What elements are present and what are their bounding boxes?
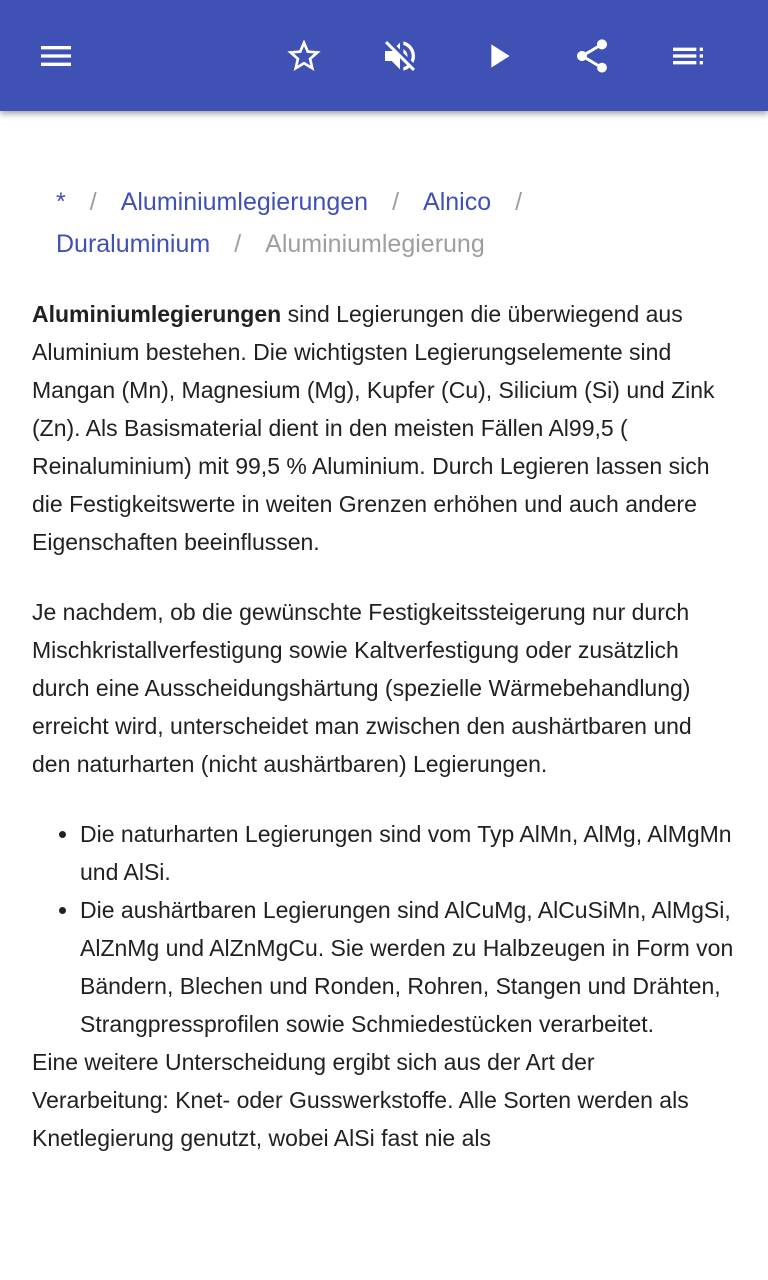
play-icon[interactable]: [474, 32, 522, 80]
list-item: • Die aushärtbaren Legierungen sind AlCuMg, AlCuSiMn, AlMgSi, AlZnMg und AlZnMgCu. Sie werden zu Halbzeugen in Form von Bändern, Blechen und Ronden, Rohren, Stangen und Drähten, Strangpressprofilen sowie Schmiedestücken verarbeitet.: [80, 891, 736, 1043]
breadcrumb-link-alnico[interactable]: Alnico: [423, 188, 492, 216]
paragraph-classification: Je nachdem, ob die gewünschte Festigkeitssteigerung nur durch Mischkristallverfestigung sowie Kaltverfestigung oder zusätzlich durch eine Ausscheidungshärtung (spezielle Wärmebehandlung) erreicht wird, unterscheidet man zwischen den aushärtbaren und den naturharten (nicht aushärtbaren) Legierungen.: [32, 599, 692, 777]
content: [0, 111, 768, 1157]
article-body: [32, 295, 736, 1157]
alloy-type-list: [32, 815, 736, 1043]
list-item: • Die naturharten Legierungen sind vom Typ AlMn, AlMg, AlMgMn und AlSi.: [80, 815, 736, 891]
breadcrumb-link-duraluminium[interactable]: Duraluminium: [56, 230, 211, 258]
menu-icon[interactable]: [32, 32, 80, 80]
playlist-icon[interactable]: [664, 32, 712, 80]
breadcrumb-current: Aluminiumlegierung: [265, 230, 485, 258]
paragraph-processing: Eine weitere Unterscheidung ergibt sich aus der Art der Verarbeitung: Knet- oder Gusswerkstoffe. Alle Sorten werden als Knetlegierung genutzt, wobei AlSi fast nie als: [32, 1049, 689, 1151]
breadcrumb-separator: /: [515, 188, 523, 216]
star-icon[interactable]: [280, 32, 328, 80]
intro-text: sind Legierungen die überwiegend aus Aluminium bestehen. Die wichtigsten Legierungselemente sind Mangan (Mn), Magnesium (Mg), Kupfer (Cu), Silicium (Si) und Zink (Zn). Als Basismaterial dient in den meisten Fällen Al99,5 ( Reinaluminium) mit 99,5 % Aluminium. Durch Legieren lassen sich die Festigkeitswerte in weiten Grenzen erhöhen und auch andere Eigenschaften beeinflussen.: [32, 301, 715, 555]
breadcrumb: [56, 181, 738, 265]
term-bold: Aluminiumlegierungen: [32, 301, 282, 327]
share-icon[interactable]: [568, 32, 616, 80]
paragraph-intro: [32, 295, 736, 561]
volume-off-icon[interactable]: [376, 32, 424, 80]
breadcrumb-separator: /: [89, 188, 97, 216]
breadcrumb-link-aluminiumlegierungen[interactable]: Aluminiumlegierungen: [120, 188, 369, 216]
breadcrumb-separator: /: [392, 188, 400, 216]
app-bar: [0, 0, 768, 111]
breadcrumb-link-home[interactable]: *: [56, 188, 66, 216]
breadcrumb-separator: /: [234, 230, 242, 258]
